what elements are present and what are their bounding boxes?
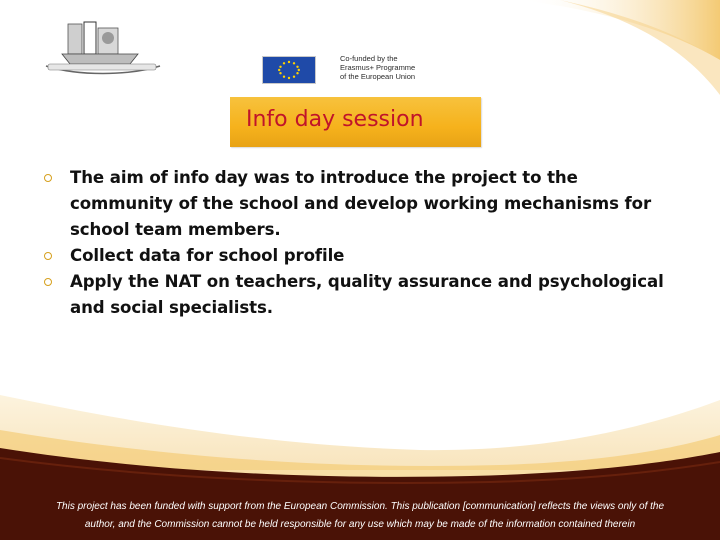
bullet-text: Collect data for school profile	[70, 246, 345, 265]
footer-line-1: This project has been funded with support from the European Commission. This publication [communication] reflects the views only of the	[55, 501, 665, 512]
bullet-circle-icon	[44, 252, 52, 260]
bullet-text: Apply the NAT on teachers, quality assurance and psychological and social specialists.	[70, 272, 664, 317]
eu-cofunding-text	[340, 54, 432, 81]
bullet-item	[44, 165, 684, 243]
eu-cofunding-logo	[262, 52, 432, 84]
title-box	[230, 97, 481, 147]
eu-text-line-2: Erasmus+ Programme	[340, 63, 416, 72]
bullet-text: The aim of info day was to introduce the project to the community of the school and develop working mechanisms for school team members.	[70, 168, 652, 239]
footer-disclaimer	[0, 498, 720, 540]
bullet-item	[44, 269, 684, 321]
university-crest-logo	[38, 20, 166, 76]
bullet-list	[44, 165, 684, 321]
bullet-circle-icon	[44, 174, 52, 182]
footer-line-2: author, and the Commission cannot be held responsible for any use which may be made of the information contained therein	[84, 519, 636, 530]
bullet-circle-icon	[44, 278, 52, 286]
eu-text-line-3: of the European Union	[340, 72, 416, 81]
eu-flag-icon	[262, 56, 316, 84]
eu-text-line-1: Co-funded by the	[340, 54, 398, 63]
slide-title: Info day session	[246, 107, 424, 132]
bullet-item	[44, 243, 684, 269]
